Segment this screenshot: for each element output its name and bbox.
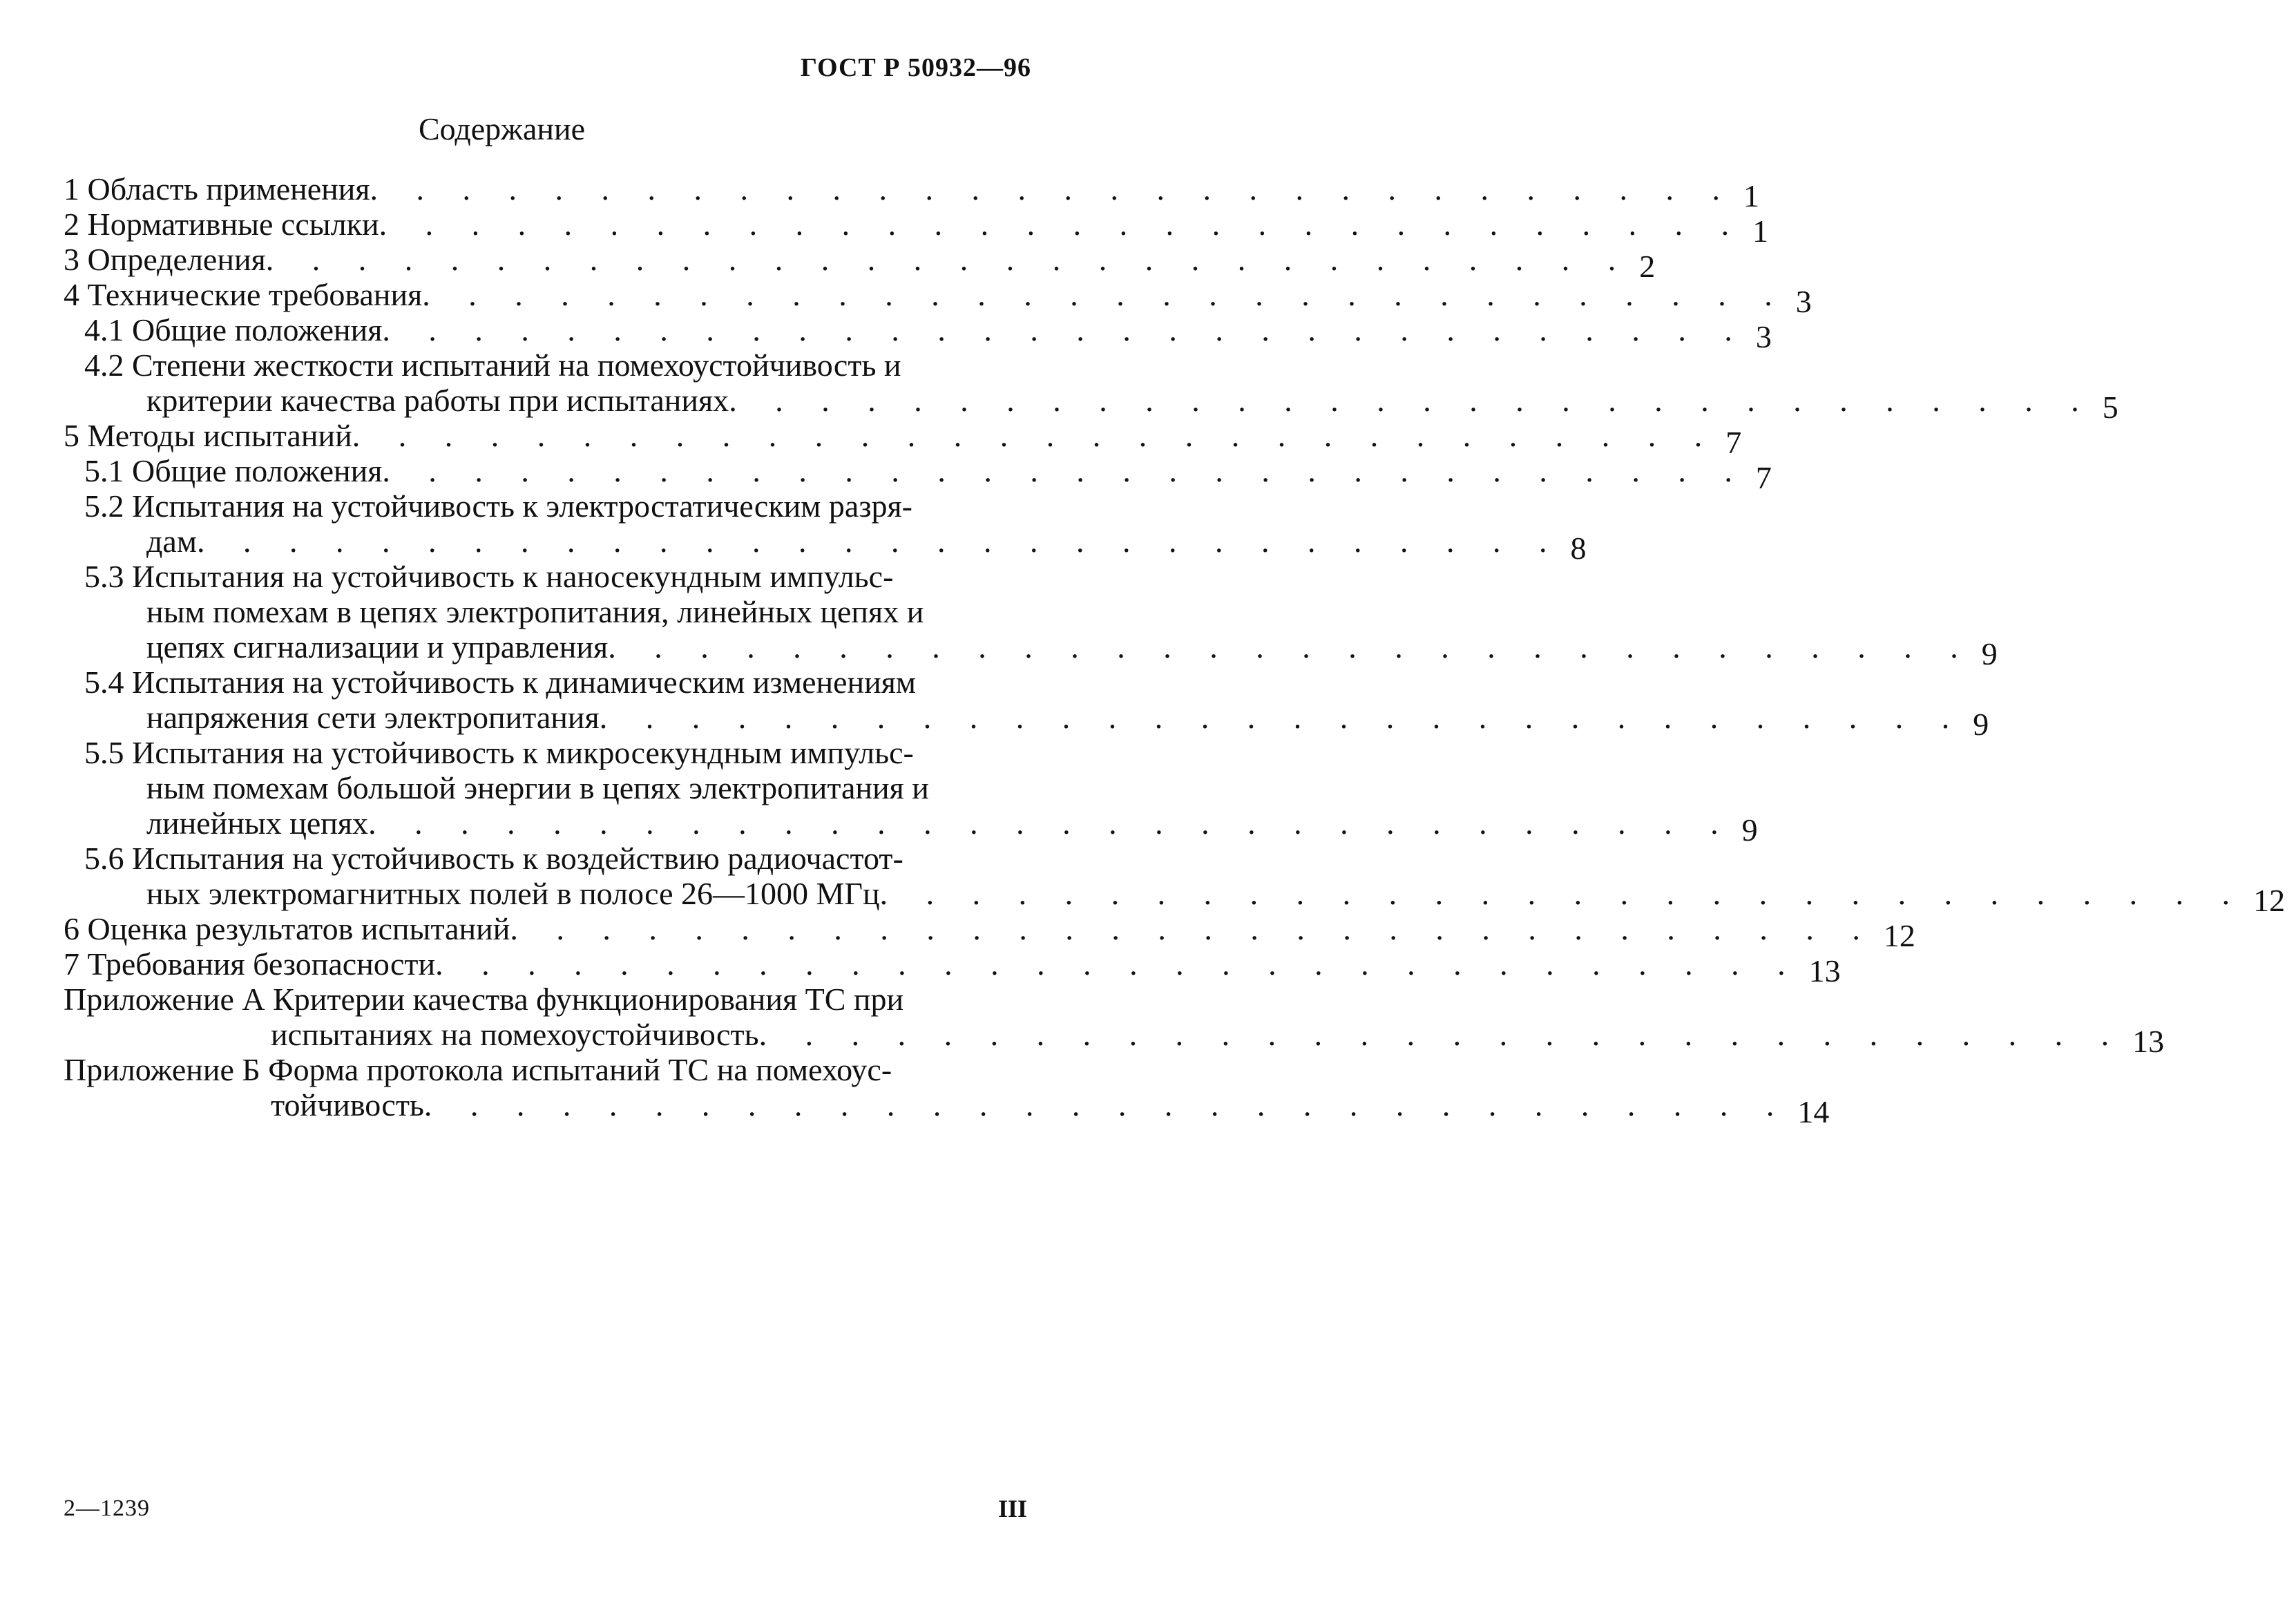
dot-leader: . . . . . . . . . . . . . . . . . . . . . . . . . . . . . . bbox=[435, 946, 1801, 982]
dot-leader: . . . . . . . . . . . . . . . . . . . . . . . . . . . . . . bbox=[729, 383, 2094, 418]
dot-leader: . . . . . . . . . . . . . . . . . . . . . . . . . . . . . . bbox=[423, 1087, 1790, 1122]
toc-entry bbox=[64, 418, 1742, 460]
toc-page-number: 12 bbox=[2253, 883, 2286, 918]
dot-leader: . . . . . . . . . . . . . . . . . . . . . . . . . . . . . . bbox=[379, 207, 1745, 242]
toc-entry-title: 1 Область применения bbox=[64, 171, 370, 207]
toc-page-number: 12 bbox=[1883, 918, 1915, 953]
dot-leader: . . . . . . . . . . . . . . . . . . . . . . . . . . . . . . bbox=[382, 312, 1748, 347]
toc-entry-title: Приложение А Критерии качества функционирования ТС при bbox=[64, 982, 904, 1017]
dot-leader: . . . . . . . . . . . . . . . . . . . . . . . . . . . . . . bbox=[265, 242, 1632, 277]
dot-leader: . . . . . . . . . . . . . . . . . . . . . . . . . . . . . . bbox=[879, 876, 2246, 911]
toc-page-number: 1 bbox=[1743, 178, 1760, 213]
toc-entry-title: 4 Технические требования bbox=[64, 277, 423, 312]
toc-entry-title: 6 Оценка результатов испытаний bbox=[64, 911, 510, 946]
toc-page-number: 14 bbox=[1797, 1094, 1830, 1129]
toc-entry bbox=[64, 1052, 1830, 1129]
toc-line bbox=[64, 841, 1022, 876]
toc-entry-title: ным помехам большой энергии в цепях электропитания и bbox=[146, 770, 929, 805]
toc-page-number: 13 bbox=[1808, 953, 1841, 988]
toc-entry-title: тойчивость bbox=[271, 1087, 424, 1122]
toc-entry-title: 5.6 Испытания на устойчивость к воздействию радиочастот- bbox=[84, 841, 903, 876]
dot-leader: . . . . . . . . . . . . . . . . . . . . . . . . . . . . . . bbox=[608, 629, 1973, 665]
toc-entry bbox=[64, 982, 2165, 1059]
toc-entry-title: 3 Определения bbox=[64, 242, 266, 277]
dot-leader: . . . . . . . . . . . . . . . . . . . . . . . . . . . . . . bbox=[422, 277, 1788, 312]
toc-entry bbox=[64, 735, 1758, 848]
toc-page-number: 7 bbox=[1725, 425, 1742, 460]
toc-line bbox=[64, 594, 1022, 629]
page-number: III bbox=[997, 1495, 1027, 1522]
toc-page-number: 8 bbox=[1570, 531, 1587, 566]
toc-entry bbox=[64, 911, 1915, 953]
toc-entry-title: цепях сигнализации и управления bbox=[146, 629, 609, 665]
toc-page-number: 2 bbox=[1639, 249, 1656, 284]
toc-entry bbox=[64, 946, 1841, 988]
toc-line bbox=[64, 982, 1022, 1017]
toc-line bbox=[64, 488, 1022, 524]
page-title: Содержание bbox=[418, 111, 586, 146]
toc-entry bbox=[64, 277, 1812, 319]
toc-entry-title: напряжения сети электропитания bbox=[146, 700, 600, 735]
dot-leader: . . . . . . . . . . . . . . . . . . . . . . . . . . . . . . bbox=[758, 1017, 2125, 1052]
toc-line bbox=[64, 700, 1989, 742]
toc-line bbox=[64, 207, 1769, 249]
toc-entry bbox=[64, 559, 1998, 671]
toc-entry-title: Приложение Б Форма протокола испытаний ТС на помехоус- bbox=[64, 1052, 892, 1087]
toc-entry-title: 5.4 Испытания на устойчивость к динамическим изменениям bbox=[84, 665, 917, 700]
toc-entry bbox=[64, 347, 2118, 425]
toc-line bbox=[64, 242, 1656, 284]
toc-entry-title: 4.2 Степени жесткости испытаний на помехоустойчивость и bbox=[84, 347, 901, 383]
dot-leader: . . . . . . . . . . . . . . . . . . . . . . . . . . . . . . bbox=[599, 700, 1965, 735]
toc-line bbox=[64, 524, 1587, 566]
toc-entry bbox=[64, 841, 2286, 918]
dot-leader: . . . . . . . . . . . . . . . . . . . . . . . . . . . . . . bbox=[382, 453, 1748, 488]
toc-line bbox=[64, 665, 1022, 700]
toc-line bbox=[64, 911, 1915, 953]
dot-leader: . . . . . . . . . . . . . . . . . . . . . . . . . . . . . . bbox=[370, 171, 1736, 207]
toc-line bbox=[64, 770, 1022, 805]
table-of-contents bbox=[64, 171, 2286, 1129]
toc-entry-title: 5.1 Общие положения bbox=[84, 453, 383, 488]
toc-entry-title: критерии качества работы при испытаниях bbox=[146, 383, 729, 418]
toc-line bbox=[64, 559, 1022, 594]
toc-line bbox=[64, 453, 1772, 495]
dot-leader: . . . . . . . . . . . . . . . . . . . . . . . . . . . . . . bbox=[352, 418, 1718, 453]
toc-line bbox=[64, 347, 1022, 383]
toc-entry bbox=[64, 488, 1587, 566]
toc-entry bbox=[64, 312, 1772, 354]
toc-page-number: 5 bbox=[2102, 390, 2118, 425]
toc-entry bbox=[64, 171, 1760, 213]
toc-line bbox=[64, 629, 1998, 671]
toc-entry-title: испытаниях на помехоустойчивость bbox=[271, 1017, 759, 1052]
toc-page-number: 1 bbox=[1752, 213, 1769, 249]
toc-entry-title: 5.3 Испытания на устойчивость к наносекундным импульс- bbox=[84, 559, 894, 594]
toc-entry-title: ных электромагнитных полей в полосе 26—1000 МГц bbox=[146, 876, 880, 911]
toc-line bbox=[64, 946, 1841, 988]
toc-page-number: 9 bbox=[1973, 707, 1989, 742]
toc-line bbox=[64, 805, 1758, 848]
toc-line bbox=[64, 876, 2286, 918]
sheet-number: 2—1239 bbox=[64, 1495, 150, 1521]
toc-entry-title: дам bbox=[146, 524, 197, 559]
toc-line bbox=[64, 171, 1760, 213]
dot-leader: . . . . . . . . . . . . . . . . . . . . . . . . . . . . . . bbox=[368, 805, 1734, 841]
toc-line bbox=[64, 418, 1742, 460]
toc-page-number: 3 bbox=[1795, 284, 1812, 319]
toc-entry-title: 2 Нормативные ссылки bbox=[64, 207, 379, 242]
toc-page-number: 7 bbox=[1755, 460, 1772, 495]
toc-line bbox=[64, 277, 1812, 319]
toc-line bbox=[64, 312, 1772, 354]
toc-entry bbox=[64, 242, 1656, 284]
toc-page-number: 3 bbox=[1755, 319, 1772, 354]
document-code: ГОСТ Р 50932—96 bbox=[800, 53, 1031, 82]
toc-line bbox=[64, 383, 2118, 425]
toc-entry-title: линейных цепях bbox=[146, 805, 369, 841]
toc-line bbox=[64, 1017, 2165, 1059]
toc-entry bbox=[64, 207, 1769, 249]
toc-entry-title: ным помехам в цепях электропитания, линейных цепях и bbox=[146, 594, 924, 629]
toc-entry-title: 5.5 Испытания на устойчивость к микросекундным импульс- bbox=[84, 735, 914, 770]
toc-entry-title: 5 Методы испытаний bbox=[64, 418, 352, 453]
dot-leader: . . . . . . . . . . . . . . . . . . . . . . . . . . . . . . bbox=[196, 524, 1562, 559]
toc-page-number: 9 bbox=[1981, 636, 1998, 671]
toc-entry-title: 7 Требования безопасности bbox=[64, 946, 436, 982]
toc-line bbox=[64, 1087, 1830, 1129]
toc-page-number: 9 bbox=[1741, 812, 1758, 848]
toc-line bbox=[64, 1052, 1022, 1087]
toc-entry-title: 5.2 Испытания на устойчивость к электростатическим разря- bbox=[84, 488, 912, 524]
toc-entry-title: 4.1 Общие положения bbox=[84, 312, 383, 347]
toc-entry bbox=[64, 453, 1772, 495]
dot-leader: . . . . . . . . . . . . . . . . . . . . . . . . . . . . . . bbox=[510, 911, 1875, 946]
toc-page-number: 13 bbox=[2132, 1024, 2165, 1059]
toc-line bbox=[64, 735, 1022, 770]
toc-entry bbox=[64, 665, 1989, 742]
